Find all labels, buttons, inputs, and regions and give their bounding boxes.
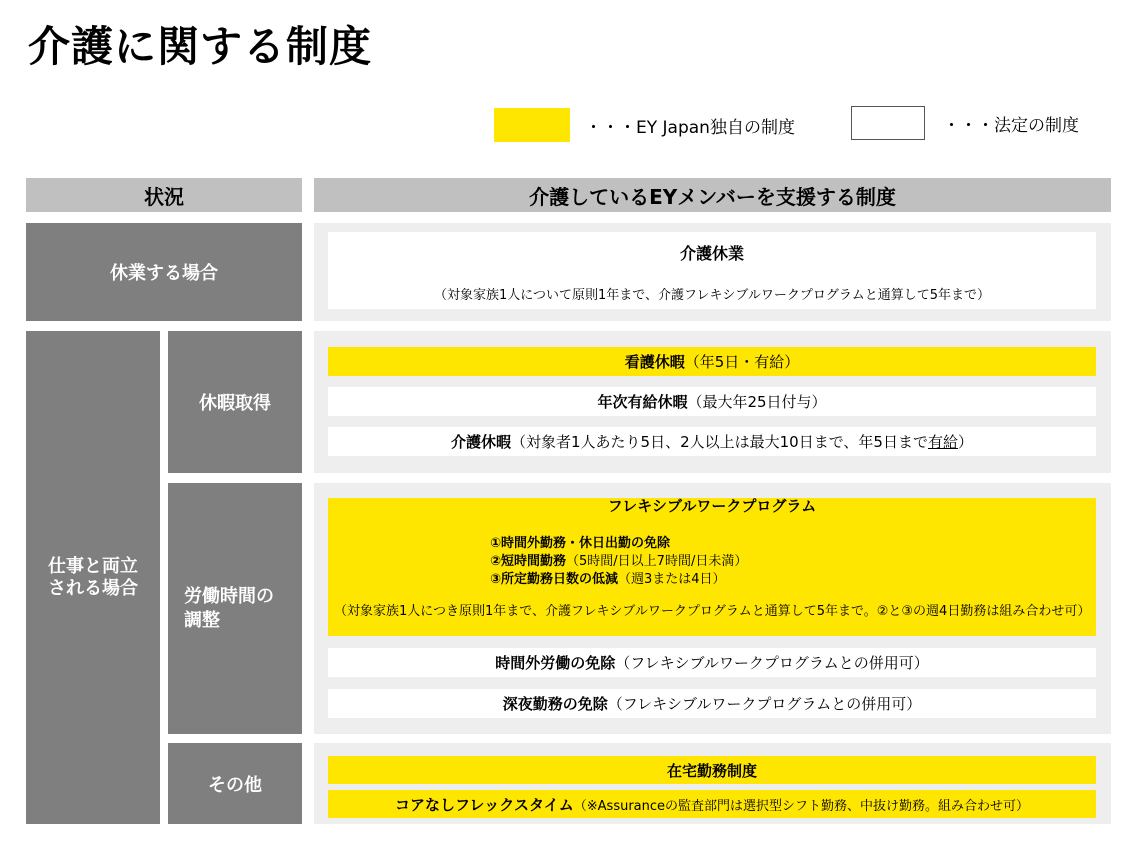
item-care-vacation-title: 介護休暇 [450,433,511,451]
legend-statutory-label: ・・・法定の制度 [943,116,1079,136]
item-care-vacation [328,427,1096,456]
row-label-other: その他 [168,743,302,824]
item-care-leave [328,232,1096,309]
item-overtime-exemption-title: 時間外労働の免除 [495,654,616,672]
flex-item-2 [490,553,747,571]
row-label-hours-line2: 調整 [184,609,220,631]
flex-item-2-title: ②短時間勤務 [490,554,567,569]
flex-program-box [328,498,1096,636]
item-care-leave-title: 介護休業 [679,244,744,263]
row-label-work-line1: 仕事と両立 [48,555,138,577]
row-label-hours-line1: 労働時間の [184,585,274,607]
item-remote-work [328,756,1096,784]
flex-item-1 [490,535,747,553]
item-care-vacation-note-underlined: 有給 [927,433,958,451]
header-situation: 状況 [26,178,302,212]
item-flextime-title: コアなしフレックスタイム [394,795,574,814]
row-label-work-line2: される場合 [48,577,138,599]
item-care-vacation-note: （対象者1人あたり5日、2人以上は最大10日まで、年5日まで [511,433,928,451]
flex-item-3-title: ③所定勤務日数の低減 [490,572,619,587]
flex-program-note: （対象家族1人につき原則1年まで、介護フレキシブルワークプログラムと通算して5年まで。②と③の週4日勤務は組み合わせ可） [334,604,1091,619]
flex-item-1-title: ①時間外勤務・休日出勤の免除 [490,536,671,551]
flex-item-3 [490,571,747,589]
item-nursing-leave-note: （年5日・有給） [684,353,800,371]
row-label-leave: 休業する場合 [26,223,302,321]
flex-program-title: フレキシブルワークプログラム [607,497,817,515]
legend-statutory-swatch [851,106,925,140]
item-annual-leave [328,387,1096,416]
item-care-vacation-note-end: ） [957,433,973,451]
flex-program-items [490,535,747,589]
item-overtime-exemption-note: （フレキシブルワークプログラムとの併用可） [615,654,929,672]
item-flextime-note: （※Assuranceの監査部門は選択型シフト勤務、中抜け勤務。組み合わせ可） [573,798,1030,814]
row-label-hours [168,483,302,734]
item-annual-leave-note: （最大年25日付与） [687,393,827,411]
item-night-exemption-title: 深夜勤務の免除 [502,695,608,713]
item-remote-work-title: 在宅勤務制度 [666,761,757,780]
legend-own-swatch [494,108,570,142]
item-care-leave-note: （対象家族1人について原則1年まで、介護フレキシブルワークプログラムと通算して5年まで） [434,288,990,303]
item-nursing-leave-title: 看護休暇 [624,353,685,371]
item-flextime [328,790,1096,818]
item-annual-leave-title: 年次有給休暇 [597,393,688,411]
flex-item-2-note: （5時間/日以上7時間/日未満） [566,554,748,569]
item-overtime-exemption [328,648,1096,677]
legend-own-label: ・・・EY Japan独自の制度 [585,118,795,138]
row-label-vacation: 休暇取得 [168,331,302,473]
header-systems: 介護しているEYメンバーを支援する制度 [314,178,1111,212]
item-nursing-leave [328,347,1096,376]
item-night-exemption-note: （フレキシブルワークプログラムとの併用可） [607,695,922,713]
item-night-exemption [328,689,1096,718]
flex-item-3-note: （週3または4日） [618,572,726,587]
page-title: 介護に関する制度 [28,22,373,71]
row-label-work [26,331,160,824]
